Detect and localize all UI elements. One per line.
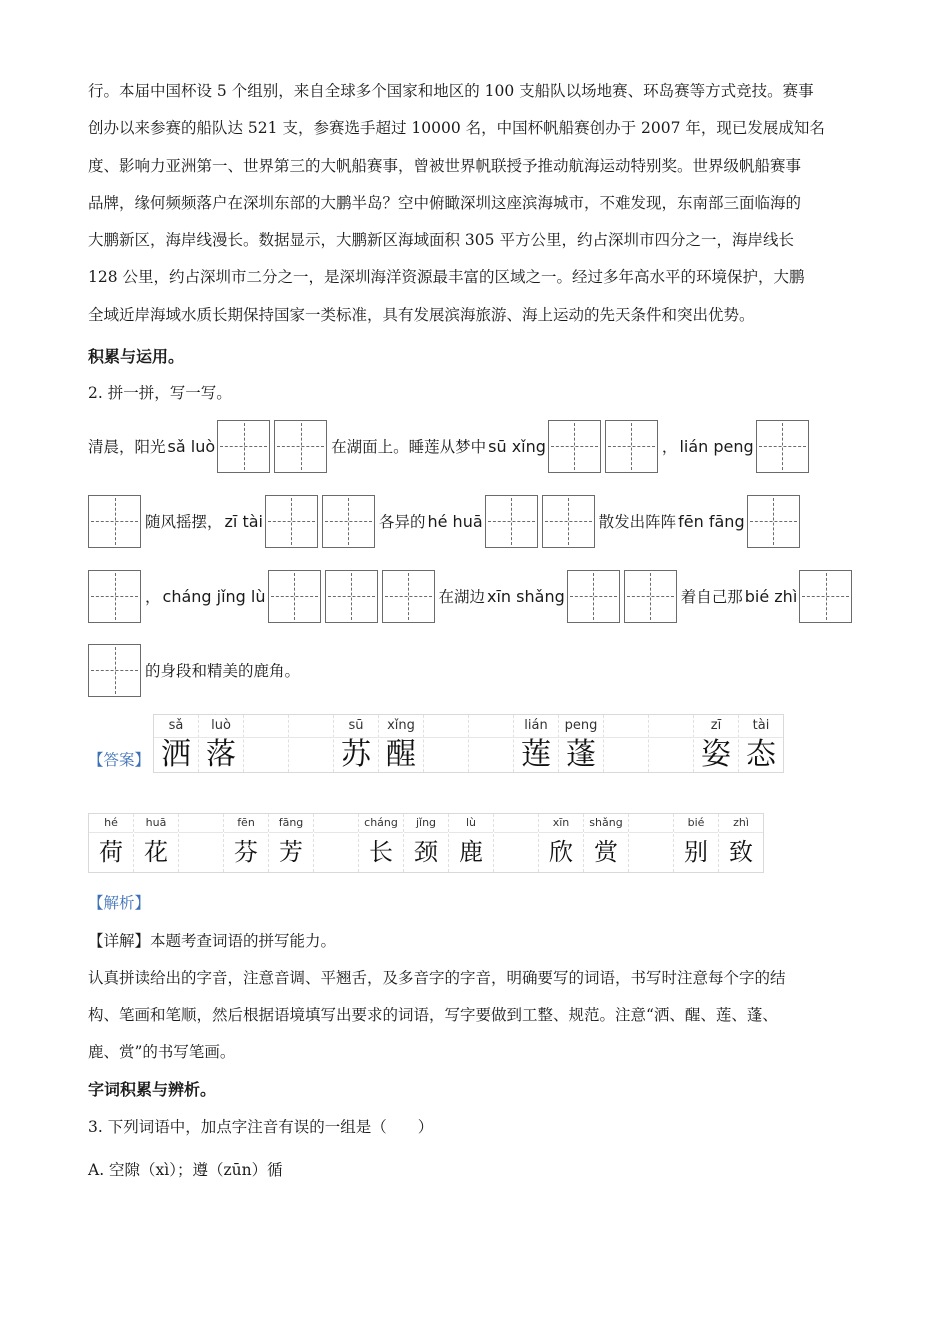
passage-line: 大鹏新区，海岸线漫长。数据显示，大鹏新区海域面积 305 平方公里，约占深圳市四分之一，海岸线长 bbox=[88, 231, 794, 250]
answer-cell bbox=[423, 715, 468, 772]
answer-hanzi: 颈 bbox=[414, 838, 438, 866]
writing-box[interactable] bbox=[265, 495, 318, 548]
answer-cell bbox=[628, 814, 673, 872]
answer-hanzi: 花 bbox=[144, 838, 168, 866]
answer-hanzi: 蓬 bbox=[566, 737, 596, 772]
writing-box[interactable] bbox=[217, 420, 270, 473]
answer-hanzi: 长 bbox=[369, 838, 393, 866]
answer-pinyin: lù bbox=[449, 814, 493, 833]
answer-cell bbox=[403, 814, 448, 872]
answer-cell bbox=[333, 715, 378, 772]
answer-cell bbox=[583, 814, 628, 872]
text: 散发出阵阵 bbox=[598, 513, 677, 531]
pinyin-prompt: hé huā bbox=[427, 511, 483, 531]
passage-line: 创办以来参赛的船队达 521 支，参赛选手超过 10000 名，中国杯帆船赛创办于 2007 年，现已发展成知名 bbox=[88, 119, 825, 138]
question-2-title: 2. 拼一拼，写一写。 bbox=[88, 384, 232, 402]
answer-cell bbox=[558, 715, 603, 772]
answer-hanzi: 赏 bbox=[594, 838, 618, 866]
detail-line: 【详解】本题考查词语的拼写能力。 bbox=[88, 932, 337, 950]
writing-row-3 bbox=[88, 569, 856, 623]
passage-line: 品牌，缘何频频落户在深圳东部的大鹏半岛？空中俯瞰深圳这座滨海城市，不难发现，东南部三面临海的 bbox=[88, 193, 802, 212]
section-heading-words: 字词积累与辨析。 bbox=[88, 1080, 217, 1099]
writing-box[interactable] bbox=[548, 420, 601, 473]
text: ， bbox=[145, 588, 161, 606]
writing-box[interactable] bbox=[325, 570, 378, 623]
answer-cell bbox=[468, 715, 513, 772]
writing-box[interactable] bbox=[382, 570, 435, 623]
text: 的身段和精美的鹿角。 bbox=[145, 662, 301, 680]
writing-row-4 bbox=[88, 643, 300, 697]
answer-cell bbox=[89, 814, 133, 872]
answer-cell bbox=[538, 814, 583, 872]
writing-box[interactable] bbox=[268, 570, 321, 623]
answer-cell bbox=[513, 715, 558, 772]
answer-pinyin: xīn bbox=[539, 814, 583, 833]
answer-pinyin bbox=[244, 715, 288, 738]
answer-hanzi: 洒 bbox=[161, 737, 191, 772]
answer-pinyin: bié bbox=[674, 814, 718, 833]
writing-box[interactable] bbox=[322, 495, 375, 548]
pinyin-prompt: xīn shǎng bbox=[487, 586, 565, 606]
answer-hanzi: 致 bbox=[729, 838, 753, 866]
answer-pinyin: fāng bbox=[269, 814, 313, 833]
answer-hanzi: 别 bbox=[684, 838, 708, 866]
answer-hanzi: 鹿 bbox=[459, 838, 483, 866]
explain-line: 构、笔画和笔顺，然后根据语境填写出要求的词语，写字要做到工整、规范。注意“洒、醒、莲、蓬、 bbox=[88, 1006, 778, 1024]
writing-box[interactable] bbox=[542, 495, 595, 548]
pinyin-prompt: bié zhì bbox=[744, 586, 798, 606]
writing-row-2 bbox=[88, 494, 804, 548]
answer-cell bbox=[378, 715, 423, 772]
answer-cell bbox=[673, 814, 718, 872]
answer-pinyin: sū bbox=[334, 715, 378, 738]
writing-box[interactable] bbox=[485, 495, 538, 548]
answer-hanzi: 芬 bbox=[234, 838, 258, 866]
text: 随风摇摆， bbox=[145, 513, 223, 531]
answer-cell bbox=[358, 814, 403, 872]
answer-pinyin bbox=[424, 715, 468, 738]
writing-box[interactable] bbox=[88, 644, 141, 697]
answer-grid-2 bbox=[88, 813, 764, 873]
answer-pinyin: huā bbox=[134, 814, 178, 833]
answer-pinyin: lián bbox=[514, 715, 558, 738]
writing-box[interactable] bbox=[605, 420, 658, 473]
answer-pinyin: luò bbox=[199, 715, 243, 738]
answer-cell bbox=[718, 814, 763, 872]
answer-pinyin bbox=[629, 814, 673, 833]
writing-box[interactable] bbox=[88, 495, 141, 548]
answer-hanzi: 态 bbox=[746, 737, 776, 772]
answer-hanzi: 芳 bbox=[279, 838, 303, 866]
writing-box[interactable] bbox=[799, 570, 852, 623]
answer-cell bbox=[268, 814, 313, 872]
writing-box[interactable] bbox=[756, 420, 809, 473]
answer-cell bbox=[738, 715, 783, 772]
question-3-stem: 3. 下列词语中，加点字注音有误的一组是（ ） bbox=[88, 1118, 434, 1136]
pinyin-prompt: sū xǐng bbox=[488, 436, 546, 456]
answer-grid-1 bbox=[153, 714, 784, 773]
answer-cell bbox=[178, 814, 223, 872]
answer-pinyin: xǐng bbox=[379, 715, 423, 738]
answer-hanzi: 莲 bbox=[521, 737, 551, 772]
answer-hanzi: 荷 bbox=[99, 838, 123, 866]
writing-box[interactable] bbox=[624, 570, 677, 623]
passage-line: 全域近岸海域水质长期保持国家一类标准，具有发展滨海旅游、海上运动的先天条件和突出优势。 bbox=[88, 305, 755, 324]
writing-box[interactable] bbox=[88, 570, 141, 623]
pinyin-prompt: zī tài bbox=[224, 511, 263, 531]
answer-pinyin: zhì bbox=[719, 814, 763, 833]
answer-cell bbox=[223, 814, 268, 872]
pinyin-prompt: sǎ luò bbox=[167, 436, 216, 456]
answer-pinyin: zī bbox=[694, 715, 738, 738]
passage-line: 行。本届中国杯设 5 个组别，来自全球多个国家和地区的 100 支船队以场地赛、环岛赛等方式竞技。赛事 bbox=[88, 82, 814, 100]
answer-pinyin: cháng bbox=[359, 814, 403, 833]
answer-pinyin bbox=[179, 814, 223, 833]
answer-pinyin: tài bbox=[739, 715, 783, 738]
answer-cell bbox=[198, 715, 243, 772]
writing-row-1 bbox=[88, 419, 813, 473]
text: 清晨，阳光 bbox=[88, 438, 166, 456]
answer-pinyin bbox=[314, 814, 358, 833]
answer-pinyin bbox=[469, 715, 513, 738]
answer-pinyin: jǐng bbox=[404, 814, 448, 833]
text: 着自己那 bbox=[680, 588, 743, 606]
answer-pinyin bbox=[289, 715, 333, 738]
answer-cell bbox=[693, 715, 738, 772]
answer-pinyin: sǎ bbox=[154, 715, 198, 738]
answer-hanzi: 醒 bbox=[386, 737, 416, 772]
answer-cell bbox=[603, 715, 648, 772]
writing-box[interactable] bbox=[567, 570, 620, 623]
pinyin-prompt: cháng jǐng lù bbox=[162, 586, 266, 606]
answer-cell bbox=[154, 715, 198, 772]
question-3-option-a[interactable]: A. 空隙（xì）；遵（zūn）循 bbox=[88, 1161, 283, 1179]
answer-cell bbox=[243, 715, 288, 772]
answer-pinyin bbox=[494, 814, 538, 833]
answer-tag: 【答案】 bbox=[88, 751, 151, 769]
text: 各异的 bbox=[378, 513, 426, 531]
answer-hanzi: 姿 bbox=[701, 737, 731, 772]
answer-pinyin bbox=[604, 715, 648, 738]
pinyin-prompt: lián peng bbox=[679, 436, 754, 456]
answer-hanzi: 欣 bbox=[549, 838, 573, 866]
answer-pinyin: shǎng bbox=[584, 814, 628, 833]
answer-cell bbox=[288, 715, 333, 772]
passage-line: 128 公里，约占深圳市二分之一，是深圳海洋资源最丰富的区域之一。经过多年高水平的环境保护，大鹏 bbox=[88, 268, 805, 287]
answer-hanzi: 苏 bbox=[341, 737, 371, 772]
analysis-tag: 【解析】 bbox=[88, 894, 151, 912]
answer-cell bbox=[648, 715, 693, 772]
answer-cell bbox=[448, 814, 493, 872]
explain-line: 认真拼读给出的字音，注意音调、平翘舌，及多音字的字音，明确要写的词语，书写时注意每个字的结 bbox=[88, 969, 786, 987]
writing-box[interactable] bbox=[747, 495, 800, 548]
pinyin-prompt: fēn fāng bbox=[678, 511, 745, 531]
answer-cell bbox=[133, 814, 178, 872]
answer-pinyin bbox=[649, 715, 693, 738]
passage bbox=[88, 73, 860, 334]
passage-line: 度、影响力亚洲第一、世界第三的大帆船赛事，曾被世界帆联授予推动航海运动特别奖。世界级帆船赛事 bbox=[88, 156, 802, 175]
answer-pinyin: peng bbox=[559, 715, 603, 738]
writing-box[interactable] bbox=[274, 420, 327, 473]
answer-hanzi: 落 bbox=[206, 737, 236, 772]
text: 在湖边 bbox=[438, 588, 486, 606]
answer-pinyin: fēn bbox=[224, 814, 268, 833]
section-heading-accumulation: 积累与运用。 bbox=[88, 347, 185, 366]
answer-cell bbox=[493, 814, 538, 872]
answer-pinyin: hé bbox=[89, 814, 133, 833]
explain-line: 鹿、赏”的书写笔画。 bbox=[88, 1043, 236, 1061]
text: ， bbox=[661, 438, 678, 456]
answer-cell bbox=[313, 814, 358, 872]
text: 在湖面上。睡莲从梦中 bbox=[331, 438, 487, 456]
